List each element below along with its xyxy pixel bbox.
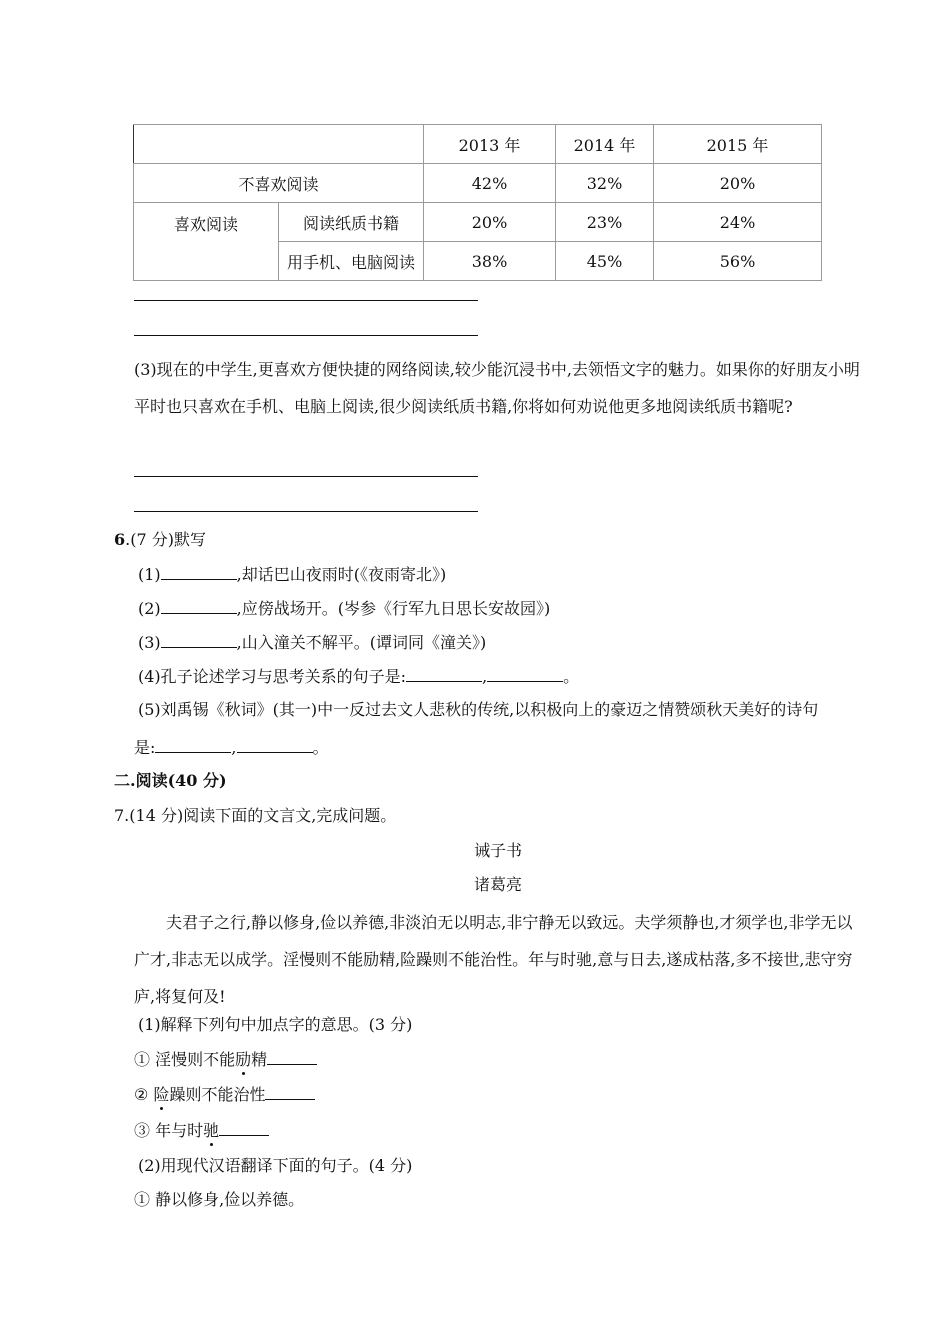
- screen-2013: 38%: [424, 242, 556, 281]
- section-reading-title: 二.阅读(40 分): [114, 771, 227, 790]
- fill-blank[interactable]: [155, 737, 231, 753]
- q6-item-4: (4)孔子论述学习与思考关系的句子是: , 。: [138, 667, 580, 686]
- q5-part3-text: (3)现在的中学生,更喜欢方便快捷的网络阅读,较少能沉浸书中,去领悟文字的魅力。如果你的好朋友小明平时也只喜欢在手机、电脑上阅读,很少阅读纸质书籍,你将如何劝说他更多地阅读纸质书籍呢?: [134, 360, 860, 416]
- paper-2014: 23%: [556, 203, 654, 242]
- fill-blank[interactable]: [161, 632, 237, 648]
- table-corner-cell: [134, 125, 424, 164]
- q7-sub2: (2)用现代汉语翻译下面的句子。(4 分): [138, 1156, 413, 1175]
- screen-2014: 45%: [556, 242, 654, 281]
- dislike-2013: 42%: [424, 164, 556, 203]
- like-reading-label: 喜欢阅读: [134, 203, 279, 281]
- answer-line[interactable]: [134, 476, 478, 477]
- reading-survey-table: [133, 124, 822, 281]
- q6-header-text: (7 分)默写: [130, 530, 206, 549]
- answer-line[interactable]: [134, 300, 478, 301]
- dotted-char: 险: [153, 1085, 170, 1104]
- q6-item-5-answer: 是: , 。: [134, 738, 329, 757]
- q7-sub2-item-a: ① 静以修身,俭以养德。: [134, 1190, 305, 1209]
- q6-item-1: (1) ,却话巴山夜雨时(《夜雨寄北》): [138, 565, 447, 584]
- q7-header: 7.(14 分)阅读下面的文言文,完成问题。: [114, 806, 397, 825]
- paper-2015: 24%: [654, 203, 822, 242]
- q7-sub1-item-b: ② 险躁则不能治性: [134, 1084, 315, 1105]
- q7-sub1: (1)解释下列句中加点字的意思。(3 分): [138, 1015, 413, 1034]
- passage-author: 诸葛亮: [473, 875, 522, 894]
- q7-sub1-item-c: ③ 年与时驰: [134, 1120, 269, 1141]
- fill-blank[interactable]: [265, 1084, 315, 1100]
- dotted-char: 励: [235, 1050, 252, 1069]
- dislike-2015: 20%: [654, 164, 822, 203]
- dotted-char: 驰: [203, 1121, 220, 1140]
- paper-2013: 20%: [424, 203, 556, 242]
- screen-2015: 56%: [654, 242, 822, 281]
- passage-text: 夫君子之行,静以修身,俭以养德,非淡泊无以明志,非宁静无以致远。夫学须静也,才须学也,非学无以广才,非志无以成学。淫慢则不能励精,险躁则不能治性。年与时驰,意与日去,遂成枯落,多不接世,悲守穷庐,将复何及!: [134, 913, 853, 1006]
- year-2015-header: 2015 年: [654, 125, 822, 164]
- q6-number: 6: [114, 530, 126, 549]
- fill-blank[interactable]: [237, 737, 313, 753]
- dislike-reading-label: 不喜欢阅读: [134, 164, 424, 203]
- fill-blank[interactable]: [219, 1120, 269, 1136]
- q6-header: 6.(7 分)默写: [114, 530, 206, 549]
- q7-sub1-item-a: ① 淫慢则不能励精: [134, 1049, 317, 1070]
- fill-blank[interactable]: [267, 1049, 317, 1065]
- q6-item-2: (2) ,应傍战场开。(岑参《行军九日思长安故园》): [138, 599, 551, 618]
- year-2014-header: 2014 年: [556, 125, 654, 164]
- year-2013-header: 2013 年: [424, 125, 556, 164]
- fill-blank[interactable]: [406, 666, 482, 682]
- q6-item-5: (5)刘禹锡《秋词》(其一)中一反过去文人悲秋的传统,以积极向上的豪迈之情赞颂秋天美好的诗句: [138, 700, 819, 719]
- fill-blank[interactable]: [161, 564, 237, 580]
- answer-line[interactable]: [134, 511, 478, 512]
- dislike-2014: 32%: [556, 164, 654, 203]
- passage-title: 诫子书: [473, 841, 522, 860]
- fill-blank[interactable]: [487, 666, 563, 682]
- answer-line[interactable]: [134, 335, 478, 336]
- paper-books-label: 阅读纸质书籍: [279, 203, 424, 242]
- fill-blank[interactable]: [161, 598, 237, 614]
- screen-reading-label: 用手机、电脑阅读: [279, 242, 424, 281]
- q6-item-3: (3) ,山入潼关不解平。(谭词同《潼关》): [138, 633, 487, 652]
